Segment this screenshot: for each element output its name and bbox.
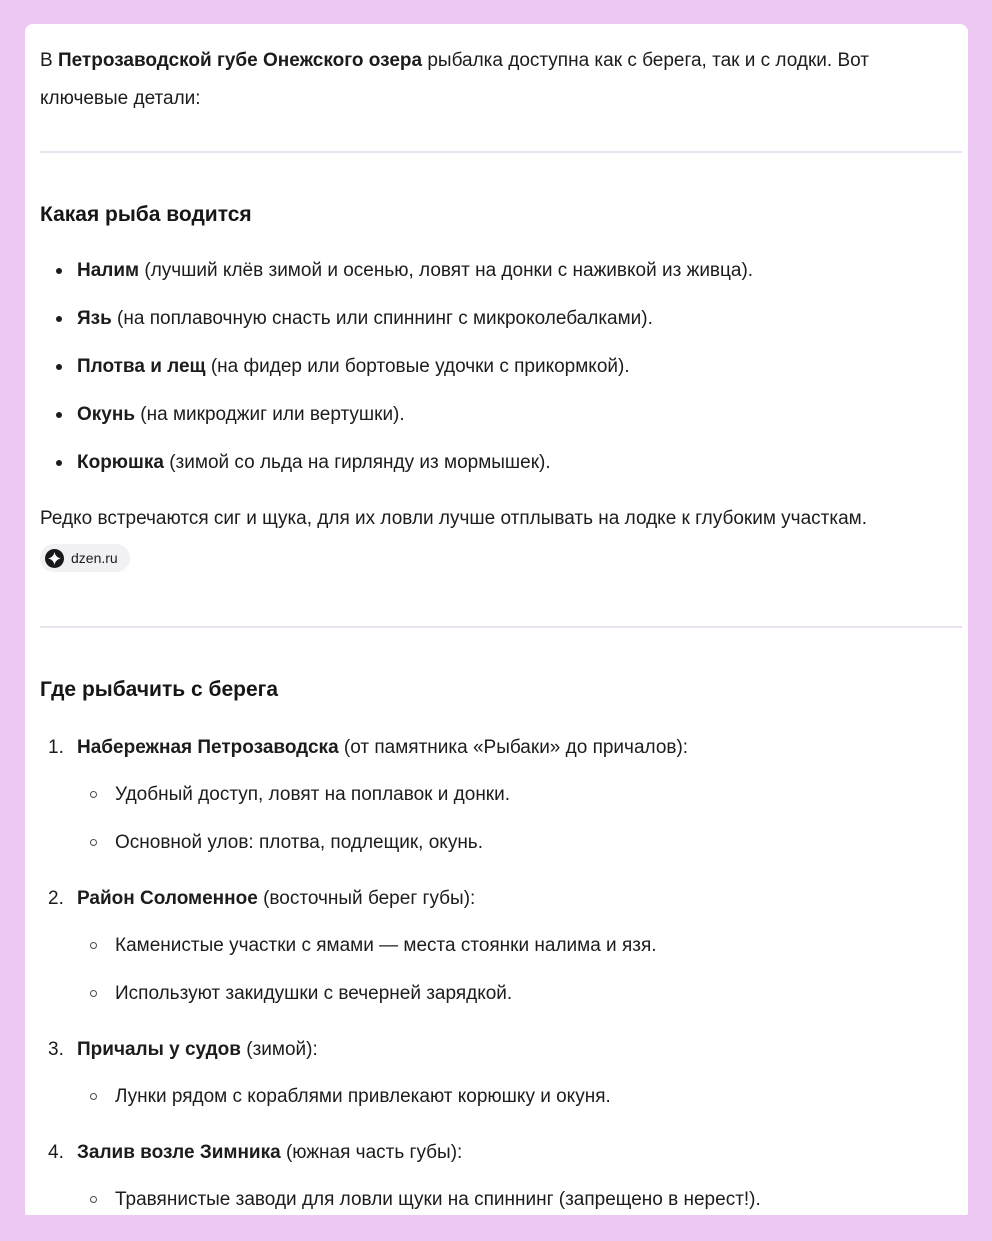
source-chip-label: dzen.ru <box>71 550 118 566</box>
list-item-text: (на поплавочную снасть или спиннинг с микроколебалками). <box>111 308 653 329</box>
sub-list-item: Лунки рядом с кораблями привлекают корюшку и окуня. <box>115 1078 953 1116</box>
numbered-item-text: (восточный берег губы): <box>257 887 476 909</box>
numbered-item-term: Район Соломенное <box>77 887 258 909</box>
sub-list-item: Травянистые заводи для ловли щуки на спиннинг (запрещено в нерест!). <box>115 1181 953 1216</box>
item-number: 2. <box>48 887 64 909</box>
sub-list <box>77 1181 953 1216</box>
sub-list <box>77 1078 953 1116</box>
list-item-term: Плотва и лещ <box>77 356 206 377</box>
numbered-item-text: (от памятника «Рыбаки» до причалов): <box>338 736 689 758</box>
numbered-item <box>48 880 953 1013</box>
numbered-item <box>48 1031 953 1116</box>
shore-section-heading: Где рыбачить с берега <box>40 677 279 701</box>
sub-list-item: Каменистые участки с ямами — места стоянки налима и язя. <box>115 927 953 965</box>
intro-prefix: В <box>40 50 58 71</box>
fish-list <box>40 252 953 482</box>
sub-list <box>77 776 953 862</box>
list-item-text: (на микроджиг или вертушки). <box>135 404 405 425</box>
numbered-item-text: (южная часть губы): <box>280 1141 463 1163</box>
intro-rest: рыбалка доступна как с берега, так и с лодки. Вот ключевые детали: <box>40 50 869 109</box>
numbered-item-term: Причалы у судов <box>77 1038 241 1060</box>
sub-list-item: Основной улов: плотва, подлещик, окунь. <box>115 824 953 862</box>
response-card <box>25 24 968 1215</box>
section-divider <box>40 151 962 153</box>
list-item-term: Язь <box>77 308 112 329</box>
list-item-term: Налим <box>77 260 140 281</box>
numbered-item-term: Залив возле Зимника <box>77 1141 281 1163</box>
list-item <box>77 444 953 482</box>
note-paragraph: Редко встречаются сиг и щука, для их ловли лучше отплывать на лодке к глубоким участкам. <box>40 508 867 529</box>
list-item-term: Корюшка <box>77 452 164 473</box>
item-number: 4. <box>48 1141 64 1163</box>
numbered-item <box>48 1134 953 1216</box>
list-item-text: (зимой со льда на гирлянду из мормышек). <box>163 452 551 473</box>
section-divider <box>40 626 962 628</box>
intro-paragraph <box>40 42 953 118</box>
item-number: 3. <box>48 1038 64 1060</box>
list-item-text: (лучший клёв зимой и осенью, ловят на донки с наживкой из живца). <box>139 260 754 281</box>
list-item <box>77 396 953 434</box>
source-chip[interactable] <box>40 544 130 572</box>
list-item-term: Окунь <box>77 404 136 425</box>
dzen-logo-icon <box>45 549 64 568</box>
list-item <box>77 348 953 386</box>
list-item-text: (на фидер или бортовые удочки с прикормкой). <box>205 356 630 377</box>
list-item <box>77 252 953 290</box>
fish-section-heading: Какая рыба водится <box>40 203 252 226</box>
numbered-item <box>48 729 953 862</box>
sub-list <box>77 927 953 1013</box>
shore-list <box>40 729 953 1216</box>
numbered-item-term: Набережная Петрозаводска <box>77 736 339 758</box>
numbered-item-text: (зимой): <box>240 1038 318 1060</box>
item-number: 1. <box>48 736 64 758</box>
sub-list-item: Используют закидушки с вечерней зарядкой. <box>115 975 953 1013</box>
list-item <box>77 300 953 338</box>
sub-list-item: Удобный доступ, ловят на поплавок и донки. <box>115 776 953 814</box>
intro-bold-term: Петрозаводской губе Онежского озера <box>57 50 423 71</box>
